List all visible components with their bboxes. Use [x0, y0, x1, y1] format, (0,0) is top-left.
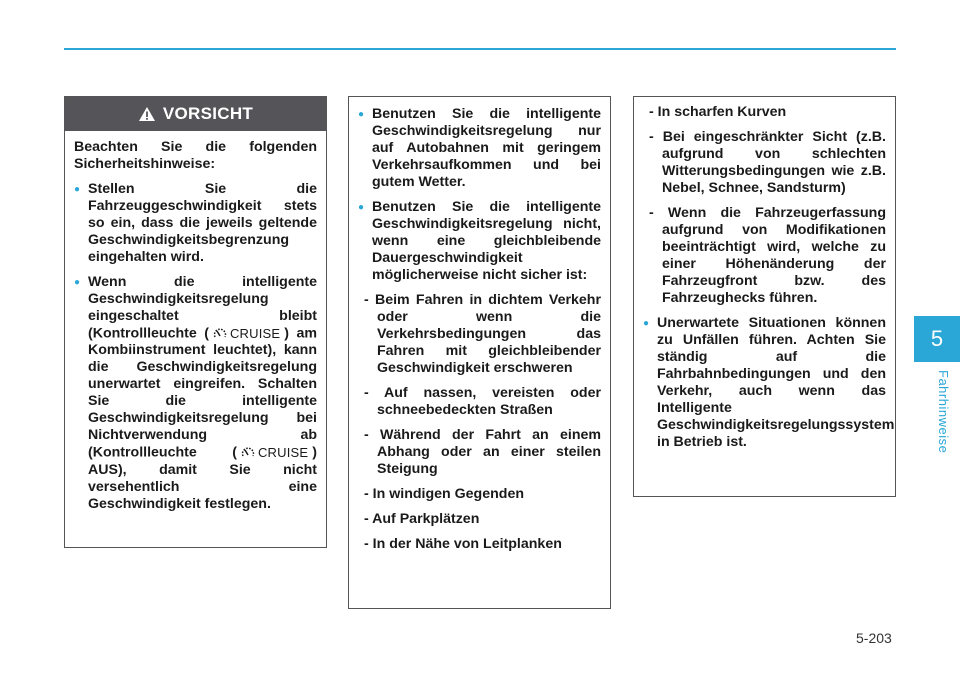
caution-continued-box [633, 96, 896, 497]
cruise-label: CRUISE [229, 326, 281, 341]
caution-title: VORSICHT [162, 104, 254, 123]
sub-list-item: - Auf Parkplätzen [364, 511, 480, 527]
list-item [74, 274, 317, 513]
sub-list-item: - Bei eingeschränkter Sicht (z.B. aufgrund von schlechten Witterungsbedingungen wie z.B. Nebel, Schnee, Sandsturm) [649, 129, 886, 196]
text-segment: ) AUS), damit Sie nicht versehentlich eine Geschwindigkeit festlegen. [88, 444, 317, 512]
list-item: ● Stellen Sie die Fahrzeuggeschwindigkeit stets so ein, dass die jeweils geltende Geschwindigkeitsbegrenzung eingehalten wird. [74, 181, 317, 266]
sub-list-item: - In windigen Gegenden [364, 486, 525, 502]
list-item: ● Benutzen Sie die intelligente Geschwindigkeitsregelung nur auf Autobahnen mit geringem Verkehrsaufkommen und bei gutem Wetter. [358, 106, 601, 191]
sub-list-item: - Beim Fahren in dichtem Verkehr oder wenn die Verkehrsbedingungen das Fahren mit gleichbleibender Geschwindigkeit erschweren [364, 292, 601, 376]
sub-list-item: - Wenn die Fahrzeugerfassung aufgrund von Modifikationen beeinträchtigt wird, welche zu einer Höhenänderung der Fahrzeugfront bzw. des Fahrzeughecks führen. [649, 205, 886, 306]
text-segment: ) am Kombiinstrument leuchtet), kann die Geschwindigkeitsregelung unerwartet eingreifen. Schalten Sie die intelligente Geschwindigkeitsregelung bei Nichtverwendung ab (Kontrollleuchte ( [88, 325, 317, 461]
chapter-name: Fahrhinweise [936, 370, 951, 454]
caution-continued-box [348, 96, 611, 609]
cruise-indicator [213, 325, 280, 342]
page-number: 5-203 [856, 630, 892, 646]
sub-list-item: - In scharfen Kurven [649, 104, 787, 120]
caution-content [634, 97, 895, 451]
warning-triangle-icon [138, 106, 156, 122]
list-item: ● Unerwartete Situationen können zu Unfällen führen. Achten Sie ständig auf die Fahrbahnbedingungen und den Verkehr, auch wenn das Intelligente Geschwindigkeitsregelungssystem in Betrieb ist. [643, 315, 886, 451]
sub-list-item: - Während der Fahrt an einem Abhang oder an einer steilen Steigung [364, 427, 601, 477]
list-item: ● Benutzen Sie die intelligente Geschwindigkeitsregelung nicht, wenn eine gleichbleibende Dauergeschwindigkeit möglicherweise nicht sicher ist: [358, 199, 601, 284]
caution-intro: Beachten Sie die folgenden Sicherheitshinweise: [74, 139, 317, 172]
cruise-label: CRUISE [257, 445, 309, 461]
cruise-speedometer-icon [241, 446, 255, 460]
caution-box [64, 96, 327, 548]
text-segment: Wenn die intelligente Geschwindigkeitsregelung eingeschaltet bleibt (Kontrollleuchte ( [88, 274, 317, 342]
caution-header [65, 97, 326, 131]
caution-content [349, 97, 610, 553]
caution-content [65, 131, 326, 513]
chapter-tab[interactable] [914, 316, 960, 362]
cruise-indicator [241, 444, 308, 461]
sub-list-item: - Auf nassen, vereisten oder schneebedeckten Straßen [364, 385, 601, 418]
cruise-speedometer-icon [213, 327, 227, 341]
chapter-number: 5 [930, 326, 944, 351]
header-rule [64, 48, 896, 50]
sub-list-item: - In der Nähe von Leitplanken [364, 536, 562, 552]
